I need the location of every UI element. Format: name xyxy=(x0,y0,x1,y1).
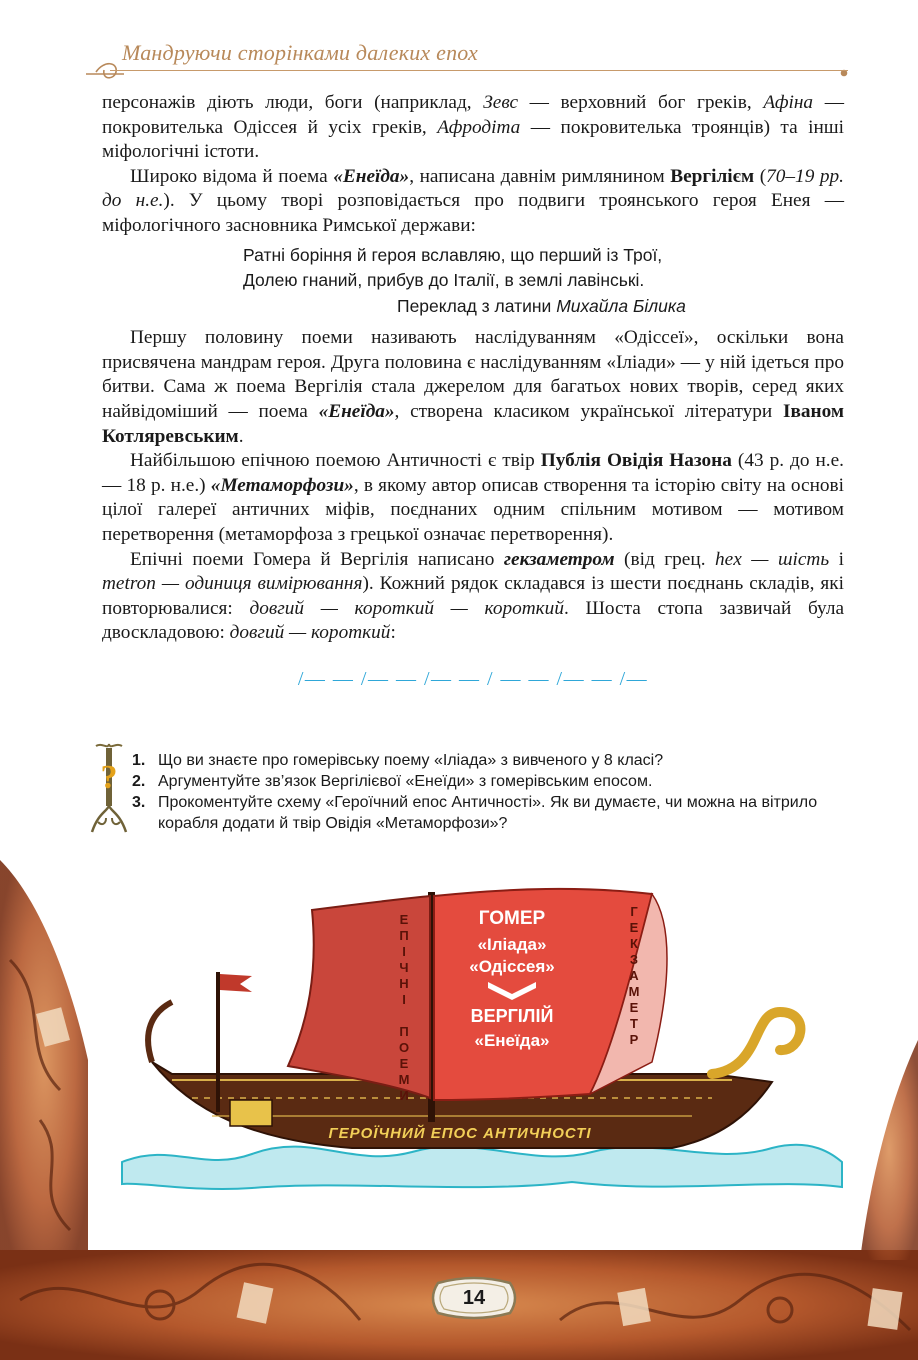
hexameter-scheme: /— — /— — /— — / — — /— — /— xyxy=(297,667,649,690)
text-run: Вергілієм xyxy=(670,165,755,187)
text-run: ). У цьому творі розповідається про подвиги троянського героя Енея — міфологічного засновника Римської держави: xyxy=(102,190,844,236)
hull-label: ГЕРОЇЧНИЙ ЕПОС АНТИЧНОСТІ xyxy=(328,1125,592,1142)
question-number: 2. xyxy=(132,773,146,790)
text-run: , в якому автор описав створення та історію світу на основі цілої галереї античних міфів, поєднаних одним спільним мотивом — мотивом перетворення (метаморфоза з грецької означає перетворення). xyxy=(102,474,845,545)
page-number: 14 xyxy=(462,1286,486,1309)
text-run: ). Кожний рядок складався із шести поєднань складів, які повторювалися: xyxy=(102,573,845,619)
question-item xyxy=(132,771,848,792)
paragraph-1 xyxy=(102,91,844,165)
sail-line-homer: ГОМЕР xyxy=(478,908,546,929)
paragraph-5 xyxy=(102,548,844,646)
header-rule xyxy=(110,70,848,71)
page-number-plate xyxy=(428,1275,520,1321)
sail-line-odyssey: «Одіссея» xyxy=(469,957,555,976)
paragraph-3 xyxy=(102,326,844,449)
text-run: довгий — короткий — короткий xyxy=(249,597,564,619)
text-run: Афіна xyxy=(763,92,814,113)
question-mark-icon xyxy=(88,740,130,840)
verse-credit-prefix: Переклад з латини xyxy=(397,295,557,316)
text-run: Широко відома й поема xyxy=(130,165,334,187)
text-run: . Шоста стопа зазвичай була двоскладовою: xyxy=(102,597,845,644)
text-run: Іваном Котляревським xyxy=(102,400,845,447)
question-text: Що ви знаєте про гомерівську поему «Іліада» з вивченого у 8 класі? xyxy=(158,752,664,769)
paragraph-2 xyxy=(102,165,844,239)
verse-quote xyxy=(243,243,844,293)
text-run: . xyxy=(238,425,244,447)
ship-prow xyxy=(712,1012,800,1074)
text-run: «Метаморфози» xyxy=(210,474,354,496)
verse-credit xyxy=(397,294,844,319)
text-run: Публія Овідія Назона xyxy=(540,450,732,472)
ship-diagram xyxy=(112,862,847,1207)
sail-line-aeneid: «Енеїда» xyxy=(474,1031,550,1050)
page-header xyxy=(88,34,848,84)
questions-list xyxy=(132,750,848,834)
text-run: Першу половину поеми називають наслідуванням «Одіссеї», оскільки вона присвячена мандрам героя. Друга половина є наслідуванням «Іліади» — у ній ідеться про битви. Сама ж поема Вергілія стала джерелом для багатьох нових творів, серед яких найвідоміший — поема xyxy=(102,327,844,422)
text-run: hex — шість xyxy=(715,548,830,570)
sail-vertical-left: ЕПІЧНІ ПОЕМИ xyxy=(396,912,412,1104)
text-run: ( xyxy=(754,165,767,187)
text-run: «Енеїда» xyxy=(318,400,395,422)
body-text xyxy=(102,91,844,691)
question-number: 3. xyxy=(132,794,146,811)
text-run: довгий — короткий xyxy=(229,622,391,644)
paragraph-4 xyxy=(102,449,844,547)
sail-line-iliad: «Іліада» xyxy=(477,935,547,954)
svg-text:?: ? xyxy=(100,759,118,796)
question-number: 1. xyxy=(132,752,146,769)
text-run: — покровителька троянців) та інші міфологічні істоти. xyxy=(102,116,844,163)
text-run: «Енеїда» xyxy=(333,165,410,187)
text-run: (43 р. до н.е. — 18 р. н.е.) xyxy=(102,450,845,496)
text-run: Епічні поеми Гомера й Вергілія написано xyxy=(130,548,504,570)
text-run: Найбільшою епічною поемою Античності є твір xyxy=(130,450,541,472)
question-item xyxy=(132,792,848,834)
text-run: Зевс xyxy=(483,92,518,113)
text-run: metron — одиниця вимірювання xyxy=(102,573,363,595)
question-text: Аргументуйте зв’язок Вергілієвої «Енеїди» з гомерівським епосом. xyxy=(158,773,653,790)
verse-line-1: Ратні боріння й героя вславляю, що перший із Трої, xyxy=(243,244,663,265)
text-run: 70–19 рр. до н.е. xyxy=(102,165,844,212)
question-text: Прокоментуйте схему «Героїчний епос Античності». Як ви думаєте, чи можна на вітрило корабля додати й твір Овідія «Метаморфози»? xyxy=(158,794,818,832)
verse-line-2: Долею гнаний, прибув до Італії, в землі лавінські. xyxy=(243,269,645,290)
sea-waves xyxy=(122,1145,842,1189)
text-run: , написана давнім римлянином xyxy=(409,165,671,187)
questions-block xyxy=(88,740,858,840)
text-run: (від грец. xyxy=(614,548,716,570)
running-head-title: Мандруючи сторінками далеких епох xyxy=(122,40,478,65)
verse-credit-name: Михайла Білика xyxy=(556,295,686,316)
text-run: і xyxy=(829,548,844,570)
sail-vertical-right: ГЕКЗАМЕТР xyxy=(626,904,642,1048)
text-run: : xyxy=(390,622,396,644)
question-item xyxy=(132,750,848,771)
text-run: персонажів діють люди, боги (наприклад, xyxy=(102,92,484,113)
sail-line-vergil: ВЕРГІЛІЙ xyxy=(470,1006,554,1026)
text-run: гекзаметром xyxy=(503,548,615,570)
text-run: Афродіта xyxy=(437,116,521,138)
text-run: , створена класиком української літератури xyxy=(394,400,783,422)
text-run: — покровителька Одіссея й усіх греків, xyxy=(102,92,844,138)
text-run: — верховний бог греків, xyxy=(518,92,764,113)
